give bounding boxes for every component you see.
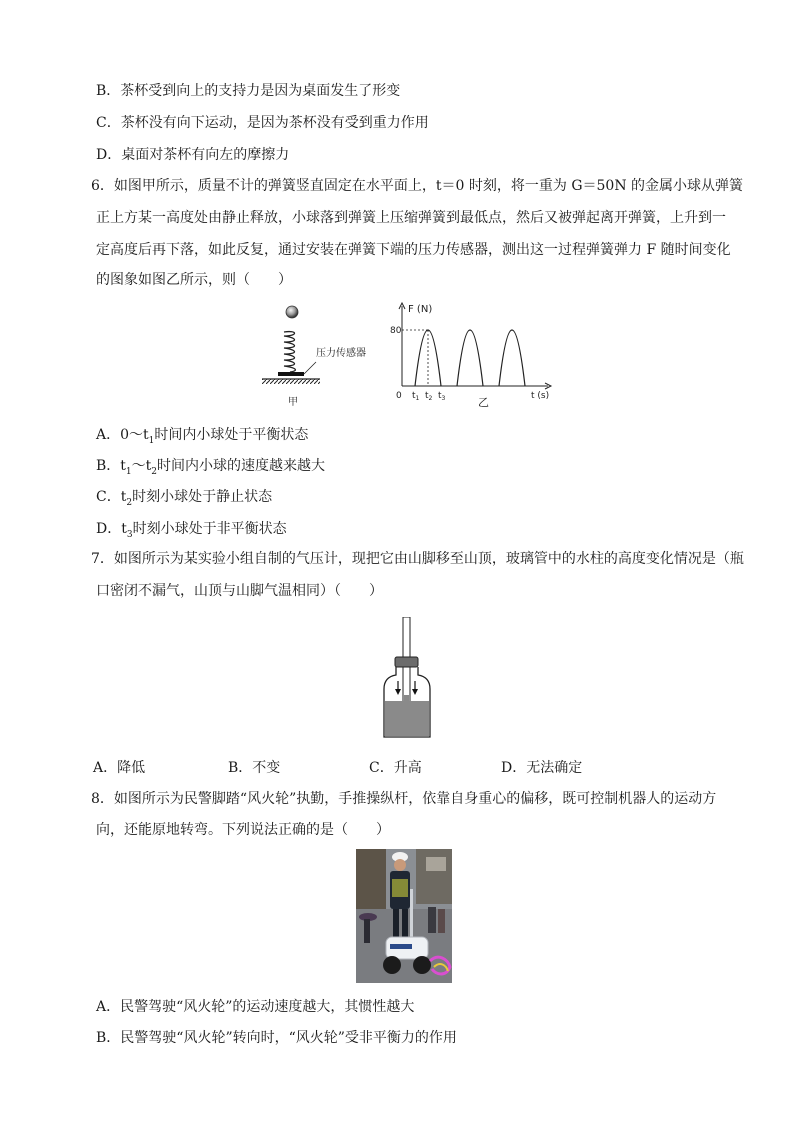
police-scooter-photo (356, 849, 452, 983)
q7-option-c: C．升高 (369, 760, 422, 776)
q7-option-b: B．不变 (228, 760, 281, 776)
q6-stem-line-1: 6．如图甲所示，质量不计的弹簧竖直固定在水平面上，t＝0 时刻，将一重为 G＝50N 的金属小球从弹簧 (91, 178, 744, 194)
q6-option-c: C．$t_2$时刻小球处于静止状态 (96, 489, 273, 508)
q8-stem-line-1: 8．如图所示为民警脚踏“风火轮”执勤，手推操纵杆，依靠自身重心的偏移，既可控制机器人的运动方 (91, 791, 717, 807)
q6-stem-line-2: 正上方某一高度处由静止释放，小球落到弹簧上压缩弹簧到最低点，然后又被弹起离开弹簧，上升到一 (96, 210, 726, 226)
arrow-down-right-icon (412, 689, 418, 695)
ground-hatch (262, 379, 320, 384)
q7-stem-line-2: 口密闭不漏气，山顶与山脚气温相同）（ ） (96, 583, 383, 599)
q8-stem-line-2: 向，还能原地转弯。下列说法正确的是（ ） (96, 822, 390, 838)
q5-option-c: C．茶杯没有向下运动，是因为茶杯没有受到重力作用 (96, 115, 429, 131)
t3-label: $t_3$ (438, 391, 446, 402)
q5-option-d: D．桌面对茶杯有向左的摩擦力 (96, 147, 290, 163)
scooter-wheel-right (413, 956, 431, 974)
scooter-wheel-left (383, 956, 401, 974)
q6-stem-line-4: 的图象如图乙所示，则（ ） (96, 272, 292, 288)
t1-label: $t_1$ (412, 391, 420, 402)
q6-option-b: B．$t_1\sim t_2$时间内小球的速度越来越大 (96, 458, 326, 477)
origin-label: 0 (396, 391, 402, 401)
q8-option-a: A．民警驾驶“风火轮”的运动速度越大，其惯性越大 (96, 999, 415, 1015)
figure-caption-yi: 乙 (478, 396, 489, 409)
spring-apparatus-figure (258, 300, 373, 415)
spring (284, 332, 295, 372)
pressure-sensor (278, 372, 304, 376)
q5-option-b: B．茶杯受到向上的支持力是因为桌面发生了形变 (96, 83, 401, 99)
sensor-label: 压力传感器 (316, 348, 366, 359)
bottle-stopper (395, 657, 418, 667)
force-time-graph (388, 300, 558, 415)
barometer-bottle-figure (378, 617, 438, 745)
q6-option-a: A．$0\sim t_1$时间内小球处于平衡状态 (96, 427, 309, 446)
t2-label: $t_2$ (425, 391, 433, 402)
q7-option-a: A．降低 (93, 760, 146, 776)
figure-caption-jia: 甲 (288, 397, 298, 408)
y-axis-label: F (N) (408, 304, 433, 315)
arrow-down-left-icon (395, 689, 401, 695)
q7-option-d: D．无法确定 (501, 760, 583, 776)
q8-option-b: B．民警驾驶“风火轮”转向时，“风火轮”受非平衡力的作用 (96, 1030, 457, 1046)
sensor-leader-line (304, 362, 316, 374)
q6-option-d: D．$t_3$时刻小球处于非平衡状态 (96, 521, 287, 540)
q7-stem-line-1: 7．如图所示为某实验小组自制的气压计，现把它由山脚移至山顶，玻璃管中的水柱的高度变化情况是（瓶 (91, 551, 744, 567)
police-face (394, 859, 406, 871)
force-pulse-2 (457, 330, 483, 386)
y-tick-80: 80 (390, 326, 402, 336)
x-axis-label: t (s) (531, 391, 550, 401)
force-pulse-3 (499, 330, 525, 386)
q6-stem-line-3: 定高度后再下落，如此反复，通过安装在弹簧下端的压力传感器，测出这一过程弹簧弹力 F 随时间变化 (96, 242, 731, 258)
metal-ball (286, 306, 298, 318)
tube-water (404, 695, 409, 736)
